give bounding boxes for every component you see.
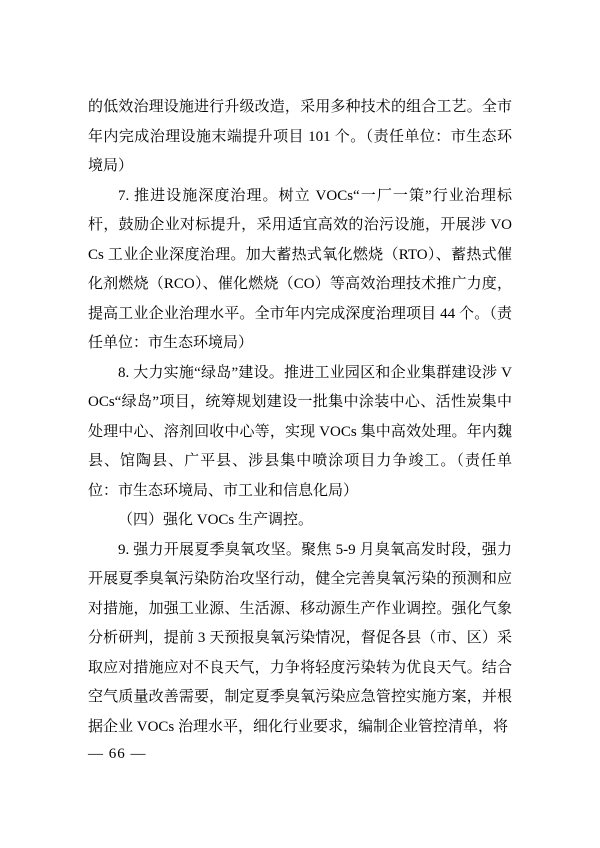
paragraph-continuation: 的低效治理设施进行升级改造，采用多种技术的组合工艺。全市年内完成治理设施末端提升项目 101 个。（责任单位：市生态环境局） [88,99,512,174]
paragraph-item-9: 9. 强力开展夏季臭氧攻坚。聚焦 5-9 月臭氧高发时段，强力开展夏季臭氧污染防治攻坚行动，健全完善臭氧污染的预测和应对措施，加强工业源、生活源、移动源生产作业调控。强化气象分析研判，提前 3 天预报臭氧污染情况，督促各县（市、区）采取应对措施应对不良天气，力争将轻度污染转为优良天气。结合空气质量改善需要，制定夏季臭氧污染应急管控实施方案，并根据企业 VOCs 治理水平，细化行业要求，编制企业管控清单，将 [88,541,512,735]
page-number: — 66 — [88,746,147,762]
paragraph-item-8: 8. 大力实施“绿岛”建设。推进工业园区和企业集群建设涉 VOCs“绿岛”项目，统筹规划建设一批集中涂装中心、活性炭集中处理中心、溶剂回收中心等，实现 VOCs 集中高效处理。年内魏县、馆陶县、广平县、涉县集中喷涂项目力争竣工。（责任单位：市生态环境局、市工业和信息化局） [88,364,512,499]
section-heading-4: （四）强化 VOCs 生产调控。 [118,512,314,528]
document-body [88,93,512,742]
paragraph-item-7: 7. 推进设施深度治理。树立 VOCs“一厂一策”行业治理标杆，鼓励企业对标提升，采用适宜高效的治污设施，开展涉 VOCs 工业企业深度治理。加大蓄热式氧化燃烧（RTO）、蓄热式催化剂燃烧（RCO）、催化燃烧（CO）等高效治理技术推广力度，提高工业企业治理水平。全市年内完成深度治理项目 44 个。（责任单位：市生态环境局） [88,187,512,351]
